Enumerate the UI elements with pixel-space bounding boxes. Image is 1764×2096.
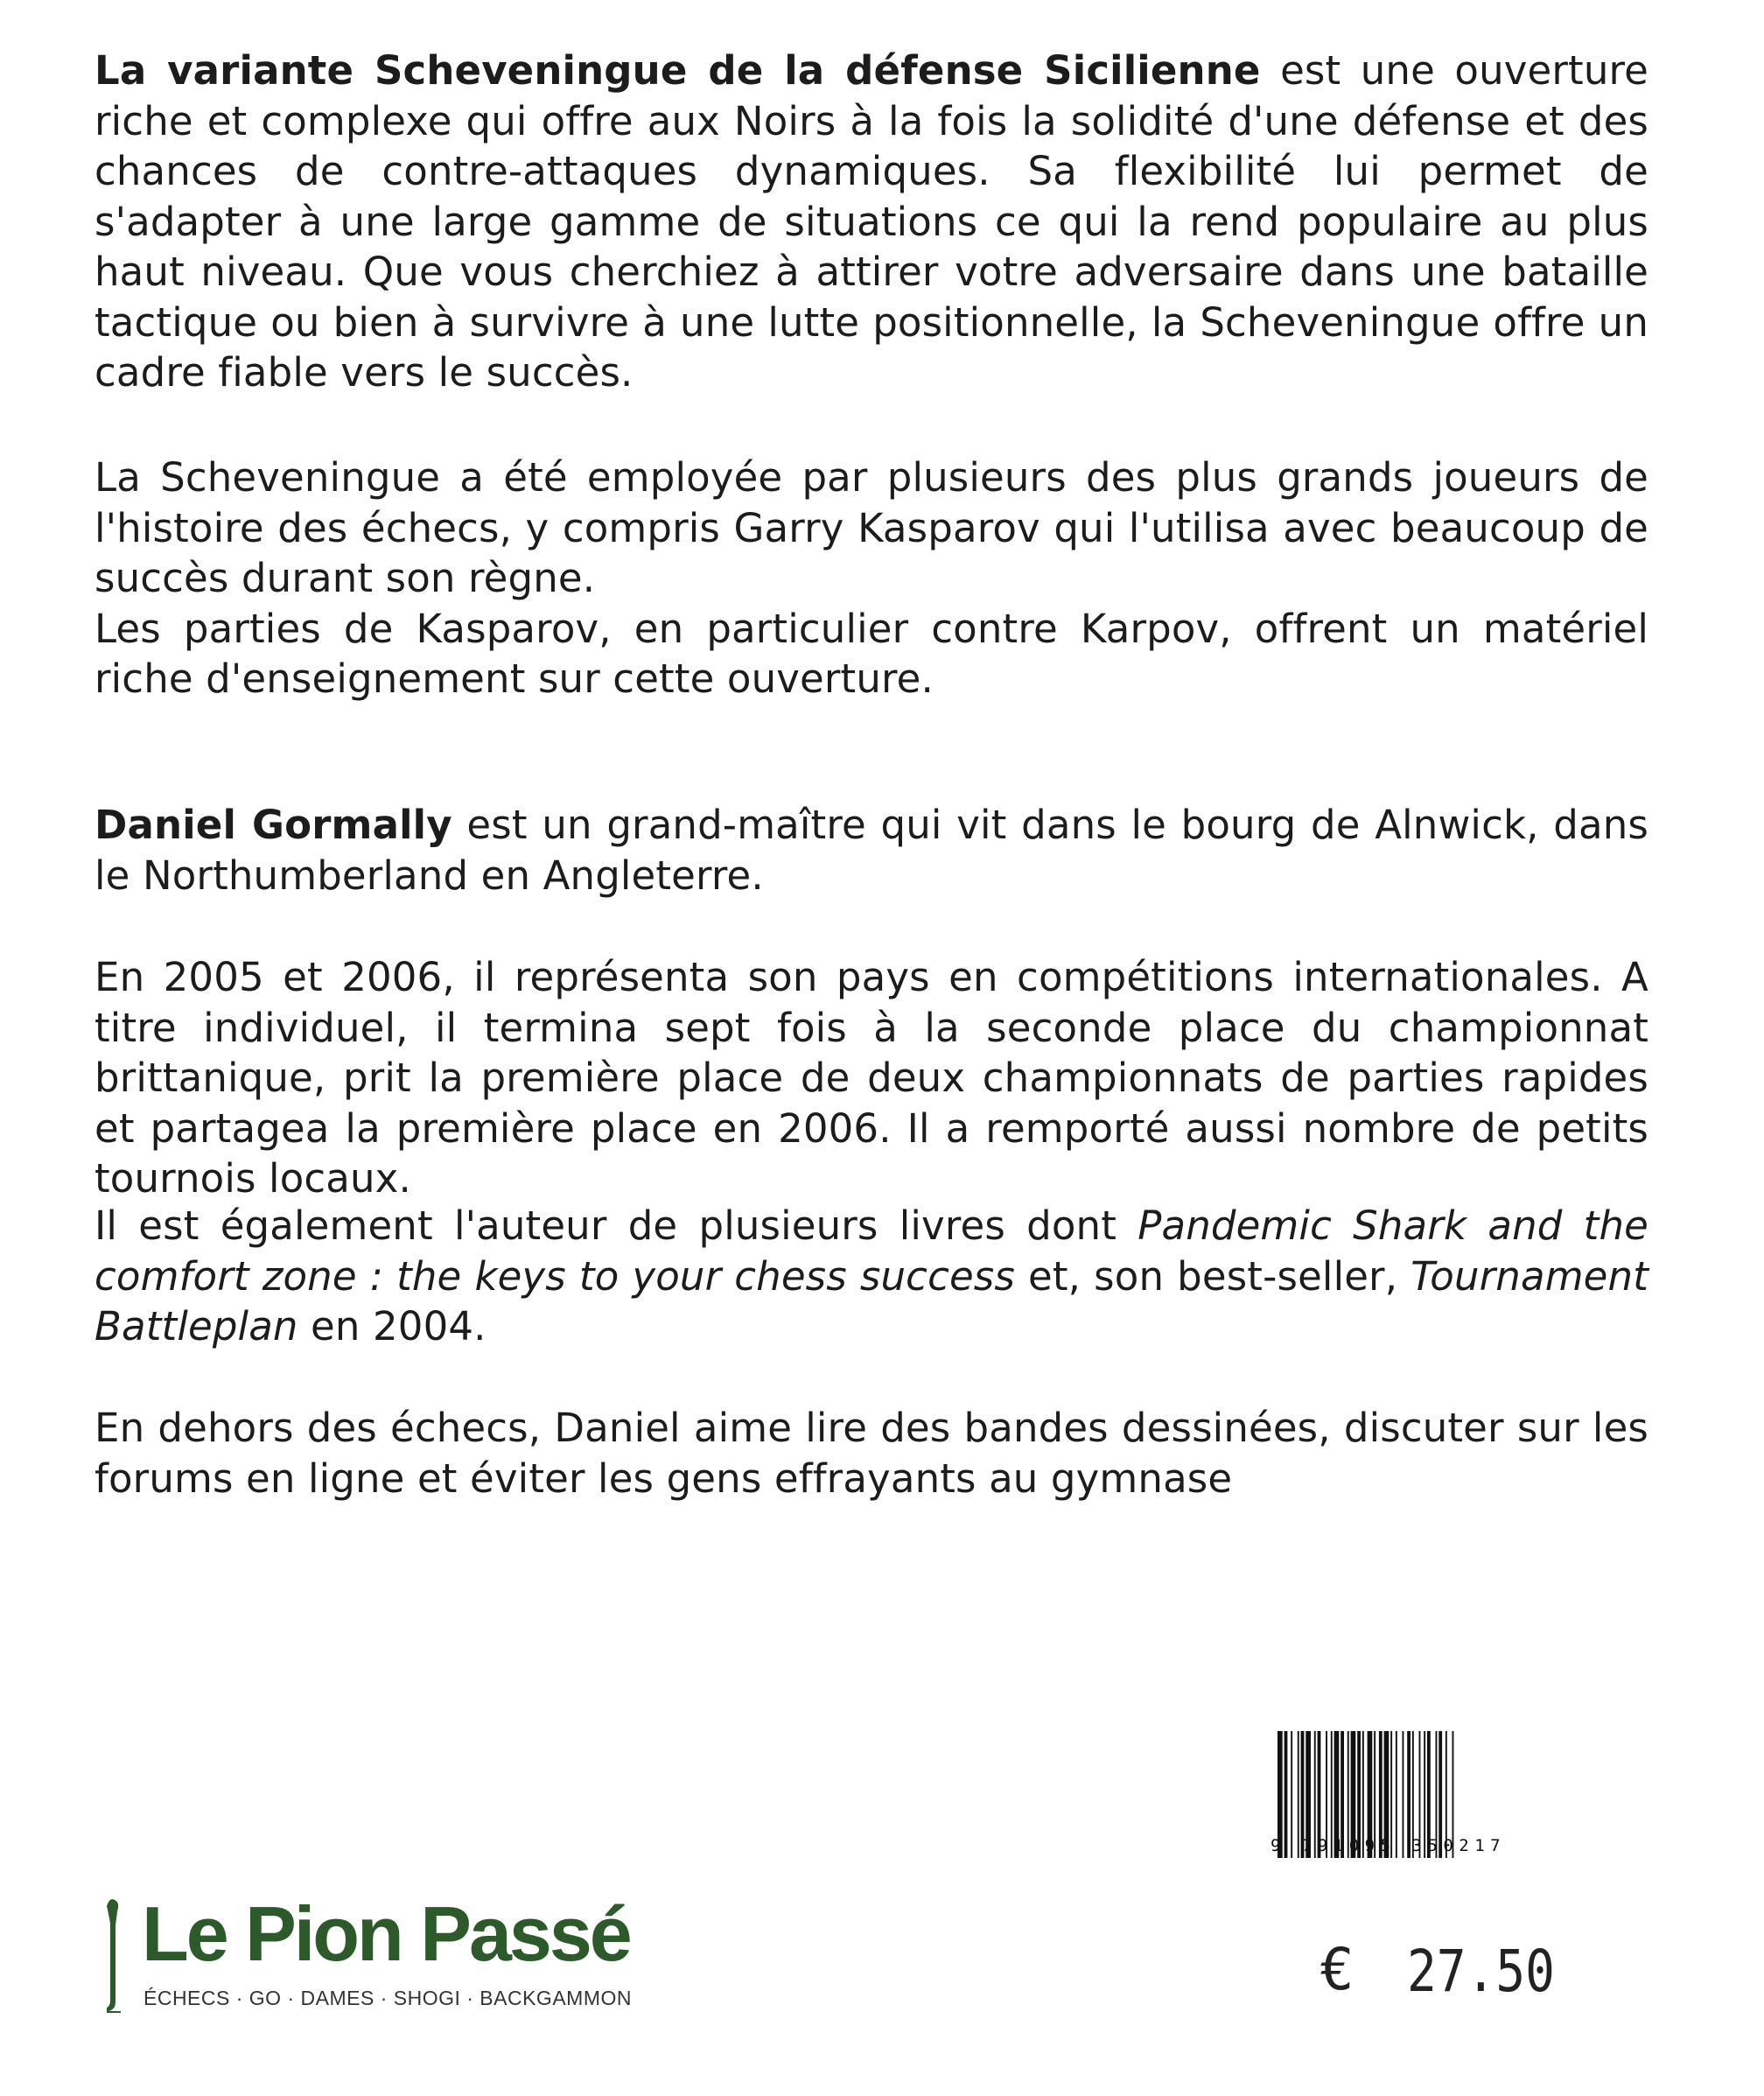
history-line-2: Les parties de Kasparov, en particulier contre Karpov, offrent un matériel riche d'enseignement sur cette ouverture.: [94, 605, 1648, 702]
price-sticker: [1312, 1925, 1575, 2022]
career-text: En 2005 et 2006, il représenta son pays en compétitions internationales. A titre individuel, il termina sept fois à la seconde place du championnat brittanique, prit la première place de deux championnats de parties rapides et partagea la première place en 2006. Il a remporté aussi nombre de petits tournois locaux.: [94, 954, 1648, 1202]
history-paragraph: [94, 452, 1648, 705]
books-text-middle: et, son best-seller,: [1014, 1252, 1411, 1300]
book-title-heading: La variante Scheveningue de la défense Sicilienne: [94, 47, 1261, 94]
books-text-after: en 2004.: [298, 1303, 486, 1349]
author-paragraph: [94, 800, 1648, 901]
publisher-logo: [105, 1890, 632, 2013]
barcode-digits: 9 791095 350217: [1270, 1836, 1507, 1855]
publisher-name: Le Pion Passé: [142, 1890, 630, 1977]
intro-text: est une ouverture riche et complexe qui offre aux Noirs à la fois la solidité d'une défense et des chances de contre-attaques dynamiques. Sa flexibilité lui permet de s'adapter à une large gamme de situations ce qui la rend populaire au plus haut niveau. Que vous cherchiez à attirer votre adversaire dans une bataille tactique ou bien à survivre à une lutte positionnelle, la Scheveningue offre un cadre fiable vers le succès.: [94, 47, 1648, 396]
book-title-1: Pandemic Shark and the comfort zone : the keys to your chess success: [94, 1202, 1648, 1300]
publisher-tagline: ÉCHECS · GO · DAMES · SHOGI · BACKGAMMON: [144, 1987, 632, 2009]
author-name: Daniel Gormally: [94, 802, 452, 848]
books-paragraph: [94, 1201, 1648, 1352]
currency-symbol: €: [1320, 1936, 1354, 2003]
pawn-logo-icon: [105, 1899, 124, 2013]
author-text: est un grand-maître qui vit dans le bourg de Alnwick, dans le Northumberland en Angleterre.: [94, 802, 1648, 899]
books-text-before: Il est également l'auteur de plusieurs livres dont: [94, 1202, 1138, 1249]
price-amount: 27.50: [1407, 1938, 1555, 2005]
career-paragraph: [94, 952, 1648, 1204]
history-line-1: La Scheveningue a été employée par plusieurs des plus grands joueurs de l'histoire des échecs, y compris Garry Kasparov qui l'utilisa avec beaucoup de succès durant son règne.: [94, 454, 1648, 601]
intro-paragraph: [94, 46, 1648, 398]
book-title-2: Tournament Battleplan: [94, 1252, 1648, 1349]
hobbies-text: En dehors des échecs, Daniel aime lire des bandes dessinées, discuter sur les forums en ligne et éviter les gens effrayants au gymnase: [94, 1405, 1648, 1502]
hobbies-paragraph: [94, 1403, 1648, 1504]
